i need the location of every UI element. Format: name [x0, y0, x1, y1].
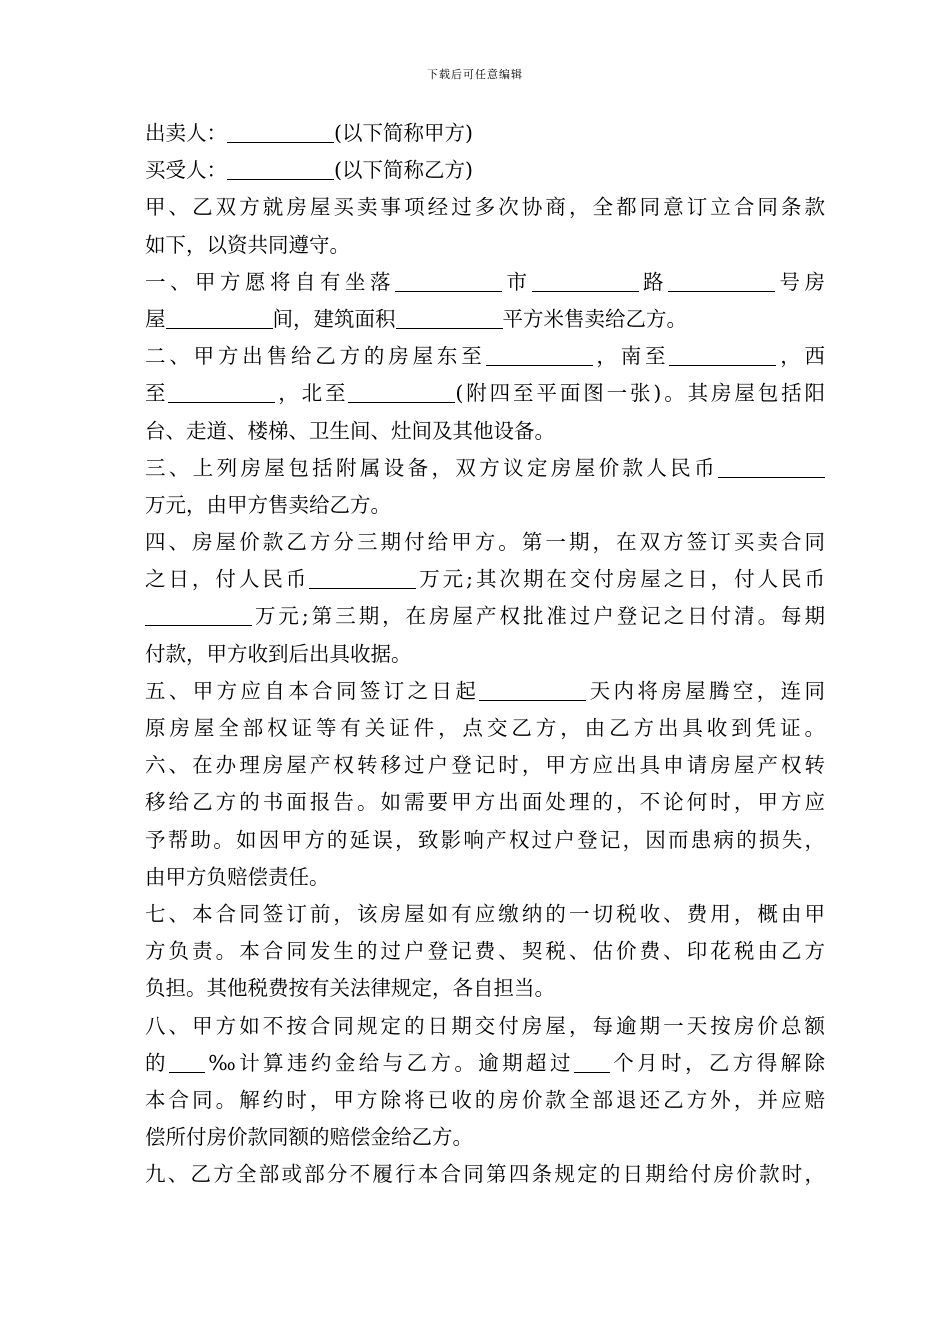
blank-field[interactable]: [227, 157, 334, 180]
text-line: 予帮助。如因甲方的延误，致影响产权过户登记，因而患病的损失，: [145, 827, 825, 852]
text-line: 八、甲方如不按合同规定的日期交付房屋，每逾期一天按房价总额: [145, 1013, 825, 1038]
text-line: 出卖人： (以下简称甲方): [145, 121, 473, 145]
blank-field[interactable]: [395, 269, 502, 292]
blank-field[interactable]: [669, 343, 776, 366]
text-line: 之日，付人民币 万元;其次期在交付房屋之日，付人民币: [145, 567, 826, 592]
text-line: 的 ‰计算违约金给与乙方。逾期超过 个月时，乙方得解除: [145, 1050, 826, 1075]
blank-field[interactable]: [574, 1050, 610, 1073]
text-line: 九、乙方全部或部分不履行本合同第四条规定的日期给付房价款时，: [145, 1162, 825, 1187]
blank-field[interactable]: [668, 269, 775, 292]
blank-field[interactable]: [486, 343, 593, 366]
text-line: 四、房屋价款乙方分三期付给甲方。第一期，在双方签订买卖合同: [145, 530, 825, 555]
text-line: 付款，甲方收到后出具收据。: [145, 641, 412, 666]
text-line: 移给乙方的书面报告。如需要甲方出面处理的，不论何时，甲方应: [145, 790, 825, 815]
text-line: 原房屋全部权证等有关证件，点交乙方，由乙方出具收到凭证。: [145, 716, 825, 740]
text-line: 六、在办理房屋产权转移过户登记时，甲方应出具申请房屋产权转: [145, 753, 825, 778]
text-line: 买受人： (以下简称乙方): [145, 158, 473, 183]
blank-field[interactable]: [396, 306, 503, 329]
blank-field[interactable]: [227, 120, 334, 143]
blank-field[interactable]: [532, 269, 639, 292]
blank-field[interactable]: [479, 678, 586, 701]
text-line: 一、甲方愿将自有坐落 市 路 号房: [145, 269, 825, 294]
contract-body: [145, 115, 825, 1193]
text-line: 负担。其他税费按有关法律规定，各自担当。: [145, 976, 555, 1001]
blank-field[interactable]: [718, 455, 825, 478]
blank-field[interactable]: [348, 380, 455, 403]
page-header: 下载后可任意编辑: [427, 68, 523, 81]
text-line: 方负责。本合同发生的过户登记费、契税、估价费、印花税由乙方: [145, 939, 825, 964]
blank-field[interactable]: [309, 566, 416, 589]
blank-field[interactable]: [168, 380, 275, 403]
text-line: 万元;第三期，在房屋产权批准过户登记之日付清。每期: [145, 598, 825, 635]
text-line: 台、走道、楼梯、卫生间、灶间及其他设备。: [145, 418, 555, 443]
blank-field[interactable]: [145, 603, 252, 626]
text-line: 如下，以资共同遵守。: [145, 232, 350, 257]
text-line: 本合同。解约时，甲方除将已收的房价款全部退还乙方外，并应赔: [145, 1087, 825, 1112]
text-line: 万元，由甲方售卖给乙方。: [145, 492, 391, 517]
text-line: 二、甲方出售给乙方的房屋东至 ，南至 ，西: [145, 344, 826, 369]
text-line: 由甲方负赔偿责任。: [145, 864, 330, 889]
text-line: 三、上列房屋包括附属设备，双方议定房屋价款人民币: [145, 450, 825, 487]
text-line: 五、甲方应自本合同签订之日起 天内将房屋腾空，连同: [145, 678, 825, 703]
blank-field[interactable]: [169, 1050, 205, 1073]
text-line: 至 ，北至 (附四至平面图一张)。其房屋包括阳: [145, 381, 826, 406]
text-line: 屋 间，建筑面积 平方米售卖给乙方。: [145, 306, 687, 331]
blank-field[interactable]: [166, 306, 273, 329]
text-line: 偿所付房价款同额的赔偿金给乙方。: [145, 1125, 473, 1150]
text-line: 甲、乙双方就房屋买卖事项经过多次协商，全都同意订立合同条款: [145, 195, 825, 220]
text-line: 七、本合同签订前，该房屋如有应缴纳的一切税收、费用，概由甲: [145, 901, 825, 926]
